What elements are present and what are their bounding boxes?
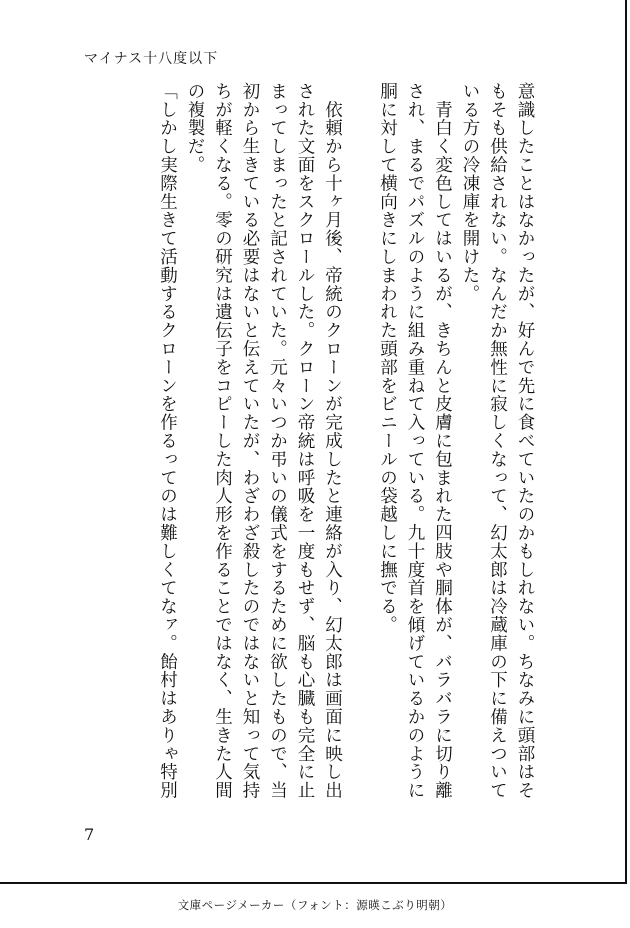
footer-credit: 文庫ページメーカー（フォント：源暎こぶり明朝） [177, 898, 453, 912]
paragraph-1: 意識したことはなかったが、好んで先に食べていたのかもしれない。ちなみに頭部はそもそも供給されない。なんだか無性に寂しくなって、幻太郎は冷蔵庫の下に備えついている方の冷凍庫を開けた。 [460, 82, 535, 800]
running-title: マイナス十八度以下 [84, 51, 219, 67]
paragraph-2: 青白く変色してはいるが、きちんと皮膚に包まれた四肢や胴体が、バラバラに切り離され、まるでパズルのように組み重ねて入っている。九十度首を傾げているかのように胴に対して横向きにしまわれた頭部をビニールの袋越しに撫でる。 [377, 82, 453, 800]
paragraph-4: 「しかし実際生きて活動するクローンを作るってのは難しくてなァ。飴村はありゃ特別 [157, 82, 178, 800]
page-number: 7 [84, 825, 95, 844]
paragraph-blank-line [346, 82, 374, 110]
paragraph-3: 依頼から十ヶ月後、帝統のクローンが完成したと連絡が入り、幻太郎は画面に映し出された文面をスクロールした。クローン帝統は呼吸を一度もせず、脳も心臓も完全に止まってしまったと記されていた。元々いつか弔いの儀式をするために欲したもので、当初から生きている必要はないと伝えていたが、わざわざ殺したのではないと知って気持ちが軽くなる。零の研究は遺伝子をコピーした肉人形を作ることではなく、生きた人間の複製だ。 [185, 82, 343, 800]
vertical-body-text [88, 82, 538, 804]
